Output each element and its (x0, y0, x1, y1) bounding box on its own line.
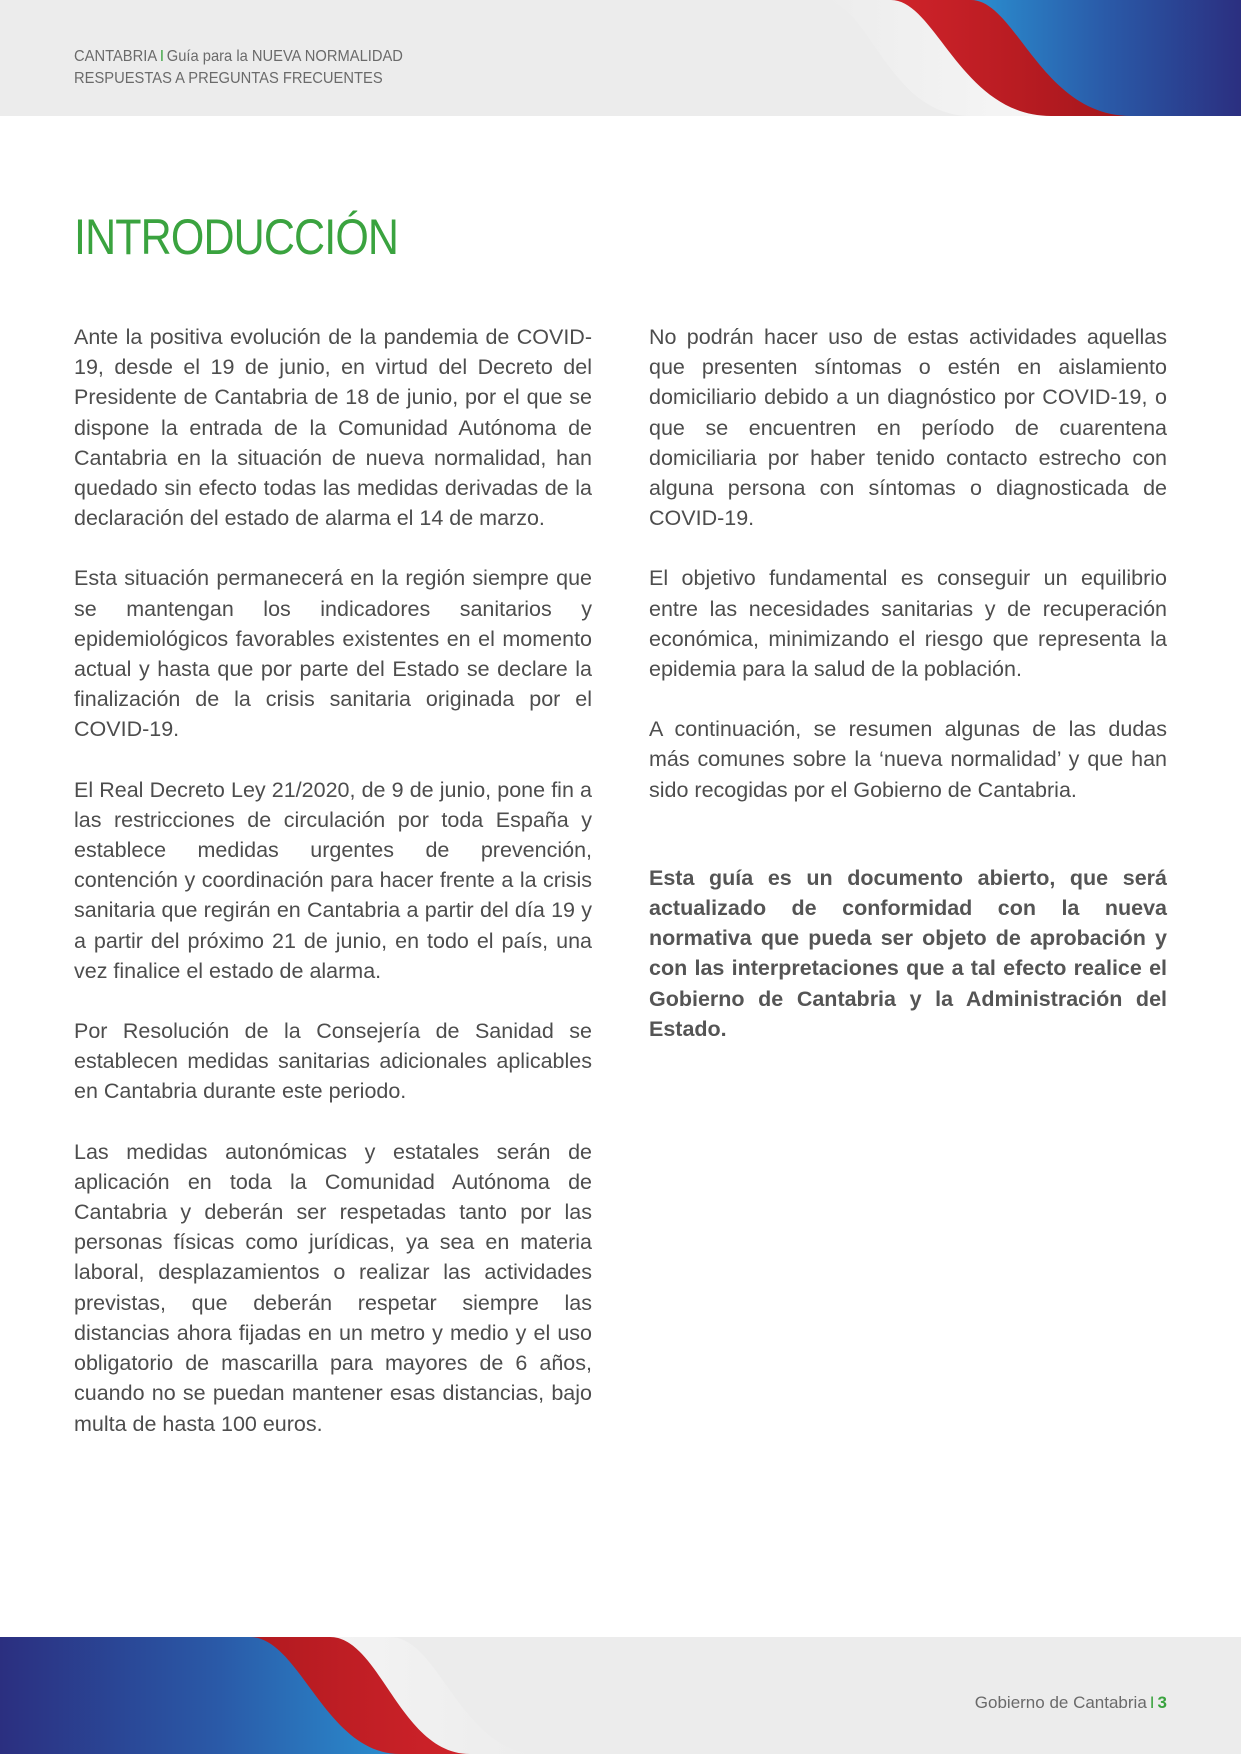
footer-wave-graphic (0, 1637, 560, 1754)
header-brand: CANTABRIA (74, 48, 158, 65)
paragraph: A continuación, se resumen algunas de las dudas más comunes sobre la ‘nueva normalidad’ y que han sido recogidas por el Gobierno de Cantabria. (649, 717, 1167, 802)
page-title: INTRODUCCIÓN (74, 209, 399, 265)
paragraph: Esta situación permanecerá en la región siempre que se mantengan los indicadores sanitarios y epidemiológicos favorables existentes en el momento actual y hasta que por parte del Estado se declare la finalización de la crisis sanitaria originada por el COVID-19. (74, 566, 592, 742)
paragraph: Por Resolución de la Consejería de Sanidad se establecen medidas sanitarias adicionales aplicables en Cantabria durante este periodo. (74, 1019, 592, 1104)
paragraph: El objetivo fundamental es conseguir un equilibrio entre las necesidades sanitarias y de recuperación económica, minimizando el riesgo que representa la epidemia para la salud de la población. (649, 566, 1167, 682)
page-header (0, 0, 1241, 116)
footer-org: Gobierno de Cantabria (974, 1693, 1147, 1712)
header-line-1 (74, 46, 403, 68)
page-number: 3 (1157, 1693, 1167, 1712)
highlight-paragraph: Esta guía es un documento abierto, que será actualizado de conformidad con la nueva normativa que pueda ser objeto de aprobación y con las interpretaciones que a tal efecto realice el Gobierno de Cantabria y la Administración del Estado. (649, 865, 1167, 1041)
paragraph: Ante la positiva evolución de la pandemia de COVID-19, desde el 19 de junio, en virtud del Decreto del Presidente de Cantabria de 18 de junio, por el que se dispone la entrada de la Comunidad Autónoma de Cantabria en la situación de nueva normalidad, han quedado sin efecto todas las medidas derivadas de la declaración del estado de alarma el 14 de marzo. (74, 325, 592, 531)
header-wave-graphic (681, 0, 1241, 116)
header-guide-title: Guía para la NUEVA NORMALIDAD (166, 48, 403, 65)
footer-text (975, 1693, 1167, 1713)
paragraph: No podrán hacer uso de estas actividades aquellas que presenten síntomas o estén en aislamiento domiciliario debido a un diagnóstico por COVID-19, o que se encuentren en período de cuarentena domiciliaria por haber tenido contacto estrecho con alguna persona con síntomas o diagnosticada de COVID-19. (649, 325, 1167, 531)
footer-separator: I (1149, 1693, 1155, 1712)
paragraph: El Real Decreto Ley 21/2020, de 9 de junio, pone fin a las restricciones de circulación por toda España y establece medidas urgentes de prevención, contención y coordinación para hacer frente a la crisis sanitaria que regirán en Cantabria a partir del día 19 y a partir del próximo 21 de junio, en todo el país, una vez finalice el estado de alarma. (74, 777, 592, 983)
right-column (649, 322, 1167, 1074)
header-subtitle: RESPUESTAS A PREGUNTAS FRECUENTES (74, 70, 383, 87)
page-footer (0, 1637, 1241, 1754)
header-text (74, 46, 403, 90)
header-separator: I (159, 48, 165, 65)
paragraph: Las medidas autonómicas y estatales serán de aplicación en toda la Comunidad Autónoma de Cantabria y deberán ser respetadas tanto por las personas físicas como jurídicas, ya sea en materia laboral, desplazamientos o realizar las actividades previstas, que deberán respetar siempre las distancias ahora fijadas en un metro y medio y el uso obligatorio de mascarilla para mayores de 6 años, cuando no se puedan mantener esas distancias, bajo multa de hasta 100 euros. (74, 1139, 592, 1436)
left-column (74, 322, 592, 1469)
